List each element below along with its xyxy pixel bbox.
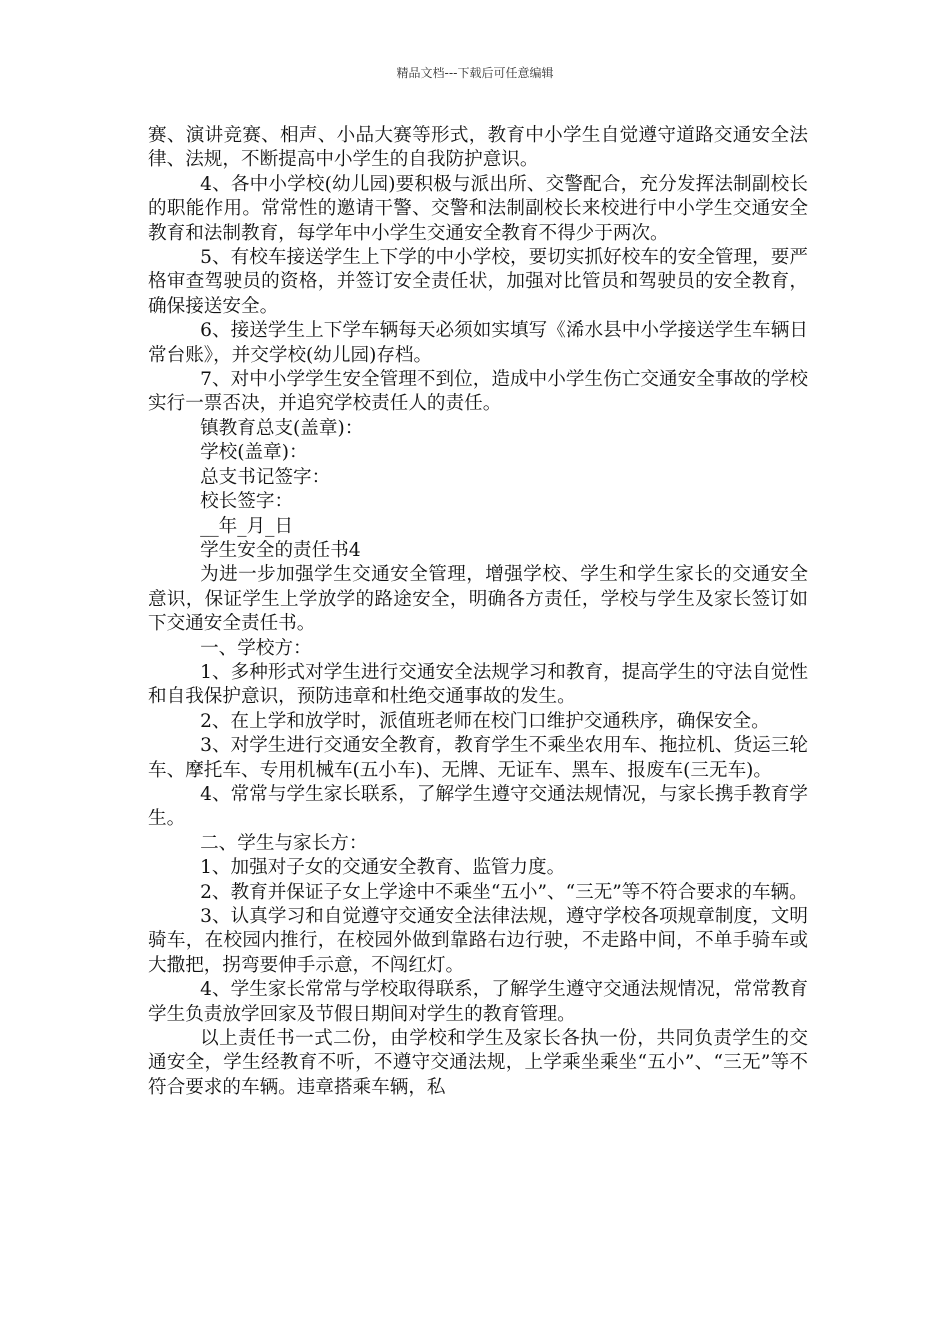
paragraph: 赛、演讲竞赛、相声、小品大赛等形式，教育中小学生自觉遵守道路交通安全法律、法规，不断提高中小学生的自我防护意识。 [148,125,808,171]
paragraph: 6、接送学生上下学车辆每天必须如实填写《浠水县中小学接送学生车辆日常台账》，并交学校(幼儿园)存档。 [148,320,808,366]
paragraph: 4、学生家长常常与学校取得联系，了解学生遵守交通法规情况，常常教育学生负责放学回家及节假日期间对学生的教育管理。 [148,979,808,1025]
paragraph: 3、对学生进行交通安全教育，教育学生不乘坐农用车、拖拉机、货运三轮车、摩托车、专用机械车(五小车)、无牌、无证车、黑车、报废车(三无车)。 [148,735,808,781]
paragraph: 5、有校车接送学生上下学的中小学校，要切实抓好校车的安全管理，要严格审查驾驶员的资格，并签订安全责任状，加强对比管员和驾驶员的安全教育，确保接送安全。 [148,247,808,317]
paragraph: 7、对中小学学生安全管理不到位，造成中小学生伤亡交通安全事故的学校实行一票否决，并追究学校责任人的责任。 [148,369,808,415]
paragraph: 1、加强对子女的交通安全教育、监管力度。 [200,857,566,879]
paragraph: 3、认真学习和自觉遵守交通安全法律法规，遵守学校各项规章制度，文明骑车，在校园内推行，在校园外做到靠路右边行驶，不走路中间，不单手骑车或大撒把，拐弯要伸手示意，不闯红灯。 [148,906,808,976]
paragraph: 2、教育并保证子女上学途中不乘坐“五小”、“三无”等不符合要求的车辆。 [200,881,808,903]
paragraph: 1、多种形式对学生进行交通安全法规学习和教育，提高学生的守法自觉性和自我保护意识，预防违章和杜绝交通事故的发生。 [148,661,808,708]
signature-line: 镇教育总支(盖章)： [200,417,364,439]
paragraph: 4、常常与学生家长联系，了解学生遵守交通法规情况，与家长携手教育学生。 [148,783,808,830]
date-line: __年_月_日 [200,515,294,537]
section-heading: 二、学生与家长方： [200,832,368,854]
signature-line: 学校(盖章)： [200,442,308,464]
section-title: 学生安全的责任书4 [200,539,361,561]
page-header: 精品文档---下载后可任意编辑 [396,66,554,80]
section-heading: 一、学校方： [200,637,312,659]
paragraph: 以上责任书一式二份，由学校和学生及家长各执一份，共同负责学生的交通安全，学生经教育不听，不遵守交通法规，上学乘坐乘坐“五小”、“三无”等不符合要求的车辆。违章搭乘车辆，私 [148,1028,808,1098]
document-body [148,124,808,1100]
paragraph: 为进一步加强学生交通安全管理，增强学校、学生和学生家长的交通安全意识，保证学生上学放学的路途安全，明确各方责任，学校与学生及家长签订如下交通安全责任书。 [148,564,808,635]
paragraph: 2、在上学和放学时，派值班老师在校门口维护交通秩序，确保安全。 [200,710,770,732]
signature-line: 校长签字： [200,491,294,513]
paragraph: 4、各中小学校(幼儿园)要积极与派出所、交警配合，充分发挥法制副校长的职能作用。常常性的邀请干警、交警和法制副校长来校进行中小学生交通安全教育和法制教育，每学年中小学生交通安全教育不得少于两次。 [148,173,808,244]
signature-line: 总支书记签字： [200,466,331,488]
